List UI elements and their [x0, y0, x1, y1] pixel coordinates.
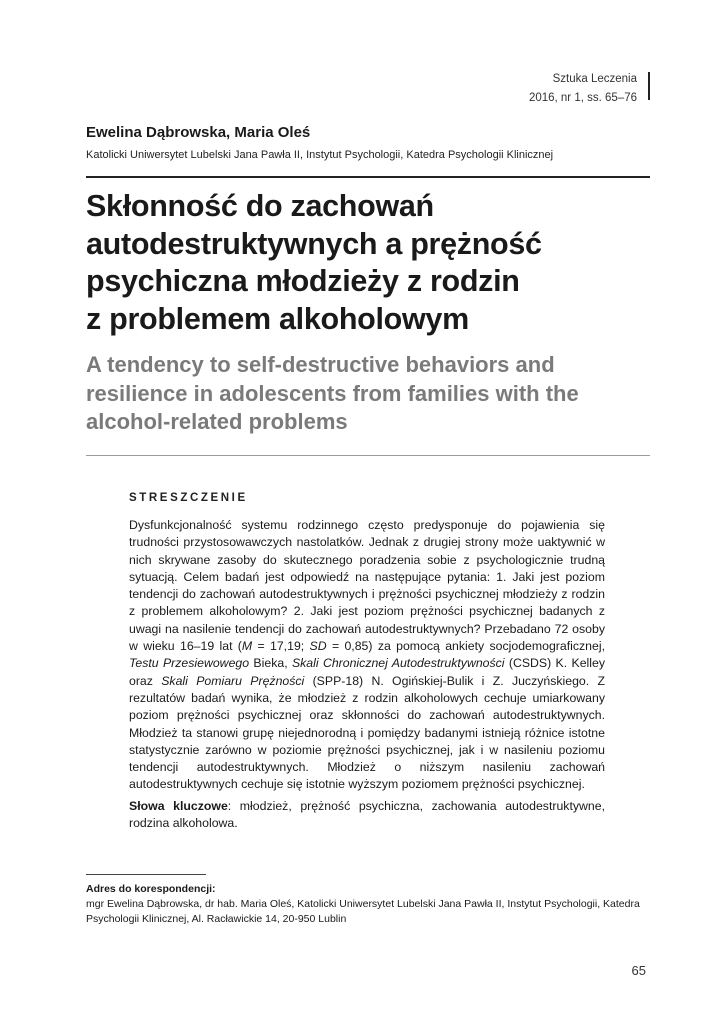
header-divider: [86, 176, 650, 178]
abstract-italic: M: [241, 639, 253, 654]
title-divider: [86, 455, 650, 456]
page-number: 65: [631, 963, 646, 978]
abstract-body: [129, 517, 605, 794]
abstract-text: = 0,85) za pomocą ankiety socjodemograficznej,: [326, 639, 606, 654]
title-polish: [86, 188, 646, 338]
title-pl-line: Skłonność do zachowań: [86, 189, 434, 223]
title-en-line: resilience in adolescents from families with the: [86, 380, 579, 406]
abstract: [129, 492, 605, 832]
abstract-text: (CSDS) K. Kelley oraz: [129, 656, 606, 688]
title-pl-line: psychiczna młodzieży z rodzin: [86, 264, 520, 298]
correspondence: [86, 882, 646, 927]
keywords-label: Słowa kluczowe: [129, 798, 228, 813]
abstract-italic: SD: [309, 639, 327, 654]
authors: Ewelina Dąbrowska, Maria Oleś: [86, 124, 311, 141]
journal-name: Sztuka Leczenia: [552, 73, 637, 85]
correspondence-text: mgr Ewelina Dąbrowska, dr hab. Maria Oleś, Katolicki Uniwersytet Lubelski Jana Pawła II, Instytut Psychologii, Katedra Psychologii Klinicznej, Al. Racławickie 14, 20-950 Lublin: [86, 898, 640, 925]
title-pl-line: z problemem alkoholowym: [86, 301, 469, 336]
abstract-italic: Testu Przesiewowego: [129, 656, 250, 671]
title-en-line: alcohol-related problems: [86, 409, 348, 434]
title-pl-line: autodestruktywnych a prężność: [86, 226, 542, 261]
title-english: [86, 351, 646, 437]
abstract-text: Dysfunkcjonalność systemu rodzinnego często predysponuje do pojawienia się trudności przystosowawczych nastolatków. Jednak z drugiej strony może uaktywnić w nich skrywane zasoby do skutecznego poradzenia sobie z psychologicznie trudną sytuacją. Celem badań jest odpowiedź na następujące pytania: 1. Jaki jest poziom tendencji do zachowań autodestruktywnych i prężności psychicznej młodzieży z rodzin z problemem alkoholowym? 2. Jaki jest poziom prężności psychicznej badanych z uwagi na nasilenie tendencji do zachowań autodestruktywnych? Przebadano 72 osoby w wieku 16–19 lat (: [129, 518, 605, 654]
abstract-heading: STRESZCZENIE: [129, 492, 248, 504]
abstract-text: Bieka,: [249, 656, 292, 671]
keywords-text: : młodzież, prężność psychiczna, zachowania autodestruktywne, rodzina alkoholowa.: [129, 798, 605, 831]
abstract-text: (SPP-18) N. Ogińskiej-Bulik i Z. Juczyńskiego. Z rezultatów badań wynika, że młodzież z rodzin alkoholowych cechuje umiarkowany poziom prężności psychicznej oraz skłonności do zachowań autodestruktywnych. Młodzież ta stanowi grupę niejednorodną i pomiędzy badanymi istnieją różnice istotne statystycznie zarówno w poziomie prężności psychicznej, jak i w nasileniu poziomu tendencji autodestruktywnych. Młodzież o niższym nasileniu zachowań autodestruktywnych cechuje się istotnie wyższym poziomem prężności psychicznej.: [129, 673, 605, 792]
abstract-italic: Skali Pomiaru Prężności: [161, 673, 305, 688]
journal-issue: 2016, nr 1, ss. 65–76: [528, 92, 637, 104]
journal-vertical-rule: [648, 72, 650, 100]
affiliation: Katolicki Uniwersytet Lubelski Jana Pawła II, Instytut Psychologii, Katedra Psychologii Klinicznej: [86, 149, 554, 161]
keywords: [129, 798, 605, 833]
abstract-italic: Skali Chronicznej Autodestruktywności: [291, 656, 505, 671]
footnote-divider: [86, 874, 206, 875]
title-en-line: A tendency to self-destructive behaviors and: [86, 352, 555, 377]
journal-info: [529, 70, 637, 108]
correspondence-label: Adres do korespondencji:: [86, 883, 216, 895]
abstract-text: = 17,19;: [252, 639, 310, 654]
